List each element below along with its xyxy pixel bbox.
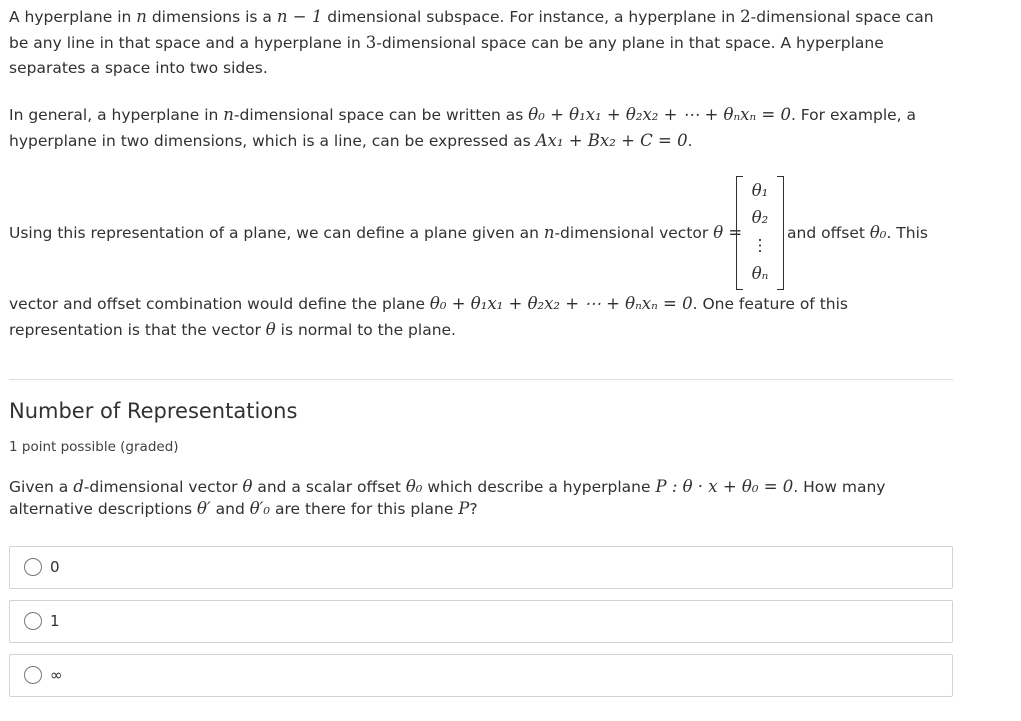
text: and <box>210 500 250 518</box>
math-2: 2 <box>740 7 751 26</box>
paragraph-hyperplane-definition <box>9 4 953 81</box>
math-n: n <box>543 223 555 242</box>
problem-question <box>9 476 953 520</box>
text: -dimensional space can be written as <box>233 106 529 124</box>
text: -dimensional space can be any plane in that space. A hyperplane separates a space into two sides. <box>9 34 884 77</box>
math-n-minus-1: n − 1 <box>276 7 323 26</box>
answer-option-0[interactable] <box>9 546 953 589</box>
radio-button[interactable] <box>24 612 42 630</box>
matrix-entry: θ₁ <box>751 181 769 200</box>
theta-column-vector <box>736 176 784 288</box>
math-hyperplane-P: P : θ · x + θ₀ = 0 <box>655 477 794 496</box>
matrix-entry: ⋮ <box>751 236 769 255</box>
answer-option-infinity[interactable] <box>9 654 953 697</box>
math-theta: θ <box>265 320 276 339</box>
math-line-equation: Ax₁ + Bx₂ + C = 0 <box>535 131 688 150</box>
math-hyperplane-equation: θ₀ + θ₁x₁ + θ₂x₂ + ⋯ + θₙxₙ = 0 <box>528 105 791 124</box>
text: Given a <box>9 478 74 496</box>
text: . This <box>886 224 928 242</box>
text: In general, a hyperplane in <box>9 106 224 124</box>
text: ? <box>469 500 478 518</box>
text: . <box>687 132 693 150</box>
text: . One feature of this representation is that the vector <box>9 295 848 339</box>
text: dimensions is a <box>146 8 277 26</box>
math-theta0: θ₀ <box>405 477 423 496</box>
text: -dimensional space can be any line in that space and a hyperplane in <box>9 8 934 52</box>
vector-lead-text <box>9 220 742 246</box>
math-theta-equals: θ = <box>713 223 743 242</box>
text: -dimensional vector <box>554 224 714 242</box>
section-divider <box>9 379 953 380</box>
paragraph-vector-representation <box>9 172 953 292</box>
text: and offset <box>787 224 870 242</box>
paragraph-general-form <box>9 102 953 154</box>
paragraph-normal-vector <box>9 291 953 343</box>
math-theta: θ <box>242 477 253 496</box>
matrix-entry: θ₂ <box>751 208 769 227</box>
text: A hyperplane in <box>9 8 137 26</box>
math-theta0: θ₀ <box>869 223 887 242</box>
math-P: P <box>458 499 470 518</box>
answer-option-1[interactable] <box>9 600 953 643</box>
radio-button[interactable] <box>24 666 42 684</box>
text: dimensional subspace. For instance, a hyperplane in <box>322 8 741 26</box>
option-label: ∞ <box>50 666 63 684</box>
text: -dimensional vector <box>83 478 243 496</box>
text: which describe a hyperplane <box>422 478 656 496</box>
vector-trail-text <box>787 220 928 246</box>
math-n: n <box>223 105 234 124</box>
option-label: 1 <box>50 612 60 630</box>
text: . For example, a hyperplane in two dimensions, which is a line, can be expressed as <box>9 106 917 150</box>
math-n: n <box>136 7 147 26</box>
math-theta0-prime: θ′₀ <box>249 499 271 518</box>
text: vector and offset combination would define the plane <box>9 295 430 313</box>
text: are there for this plane <box>270 500 459 518</box>
text: and a scalar offset <box>252 478 406 496</box>
radio-button[interactable] <box>24 558 42 576</box>
option-label: 0 <box>50 558 60 576</box>
text: Using this representation of a plane, we can define a plane given an <box>9 224 544 242</box>
matrix-entry: θₙ <box>751 264 769 283</box>
problem-points: 1 point possible (graded) <box>9 439 179 455</box>
math-3: 3 <box>365 33 377 52</box>
text: . How many alternative descriptions <box>9 478 886 518</box>
problem-title: Number of Representations <box>9 399 298 423</box>
math-hyperplane-equation: θ₀ + θ₁x₁ + θ₂x₂ + ⋯ + θₙxₙ = 0 <box>429 294 693 313</box>
math-d: d <box>73 477 84 496</box>
text: is normal to the plane. <box>275 321 456 339</box>
math-theta-prime: θ′ <box>197 499 211 518</box>
